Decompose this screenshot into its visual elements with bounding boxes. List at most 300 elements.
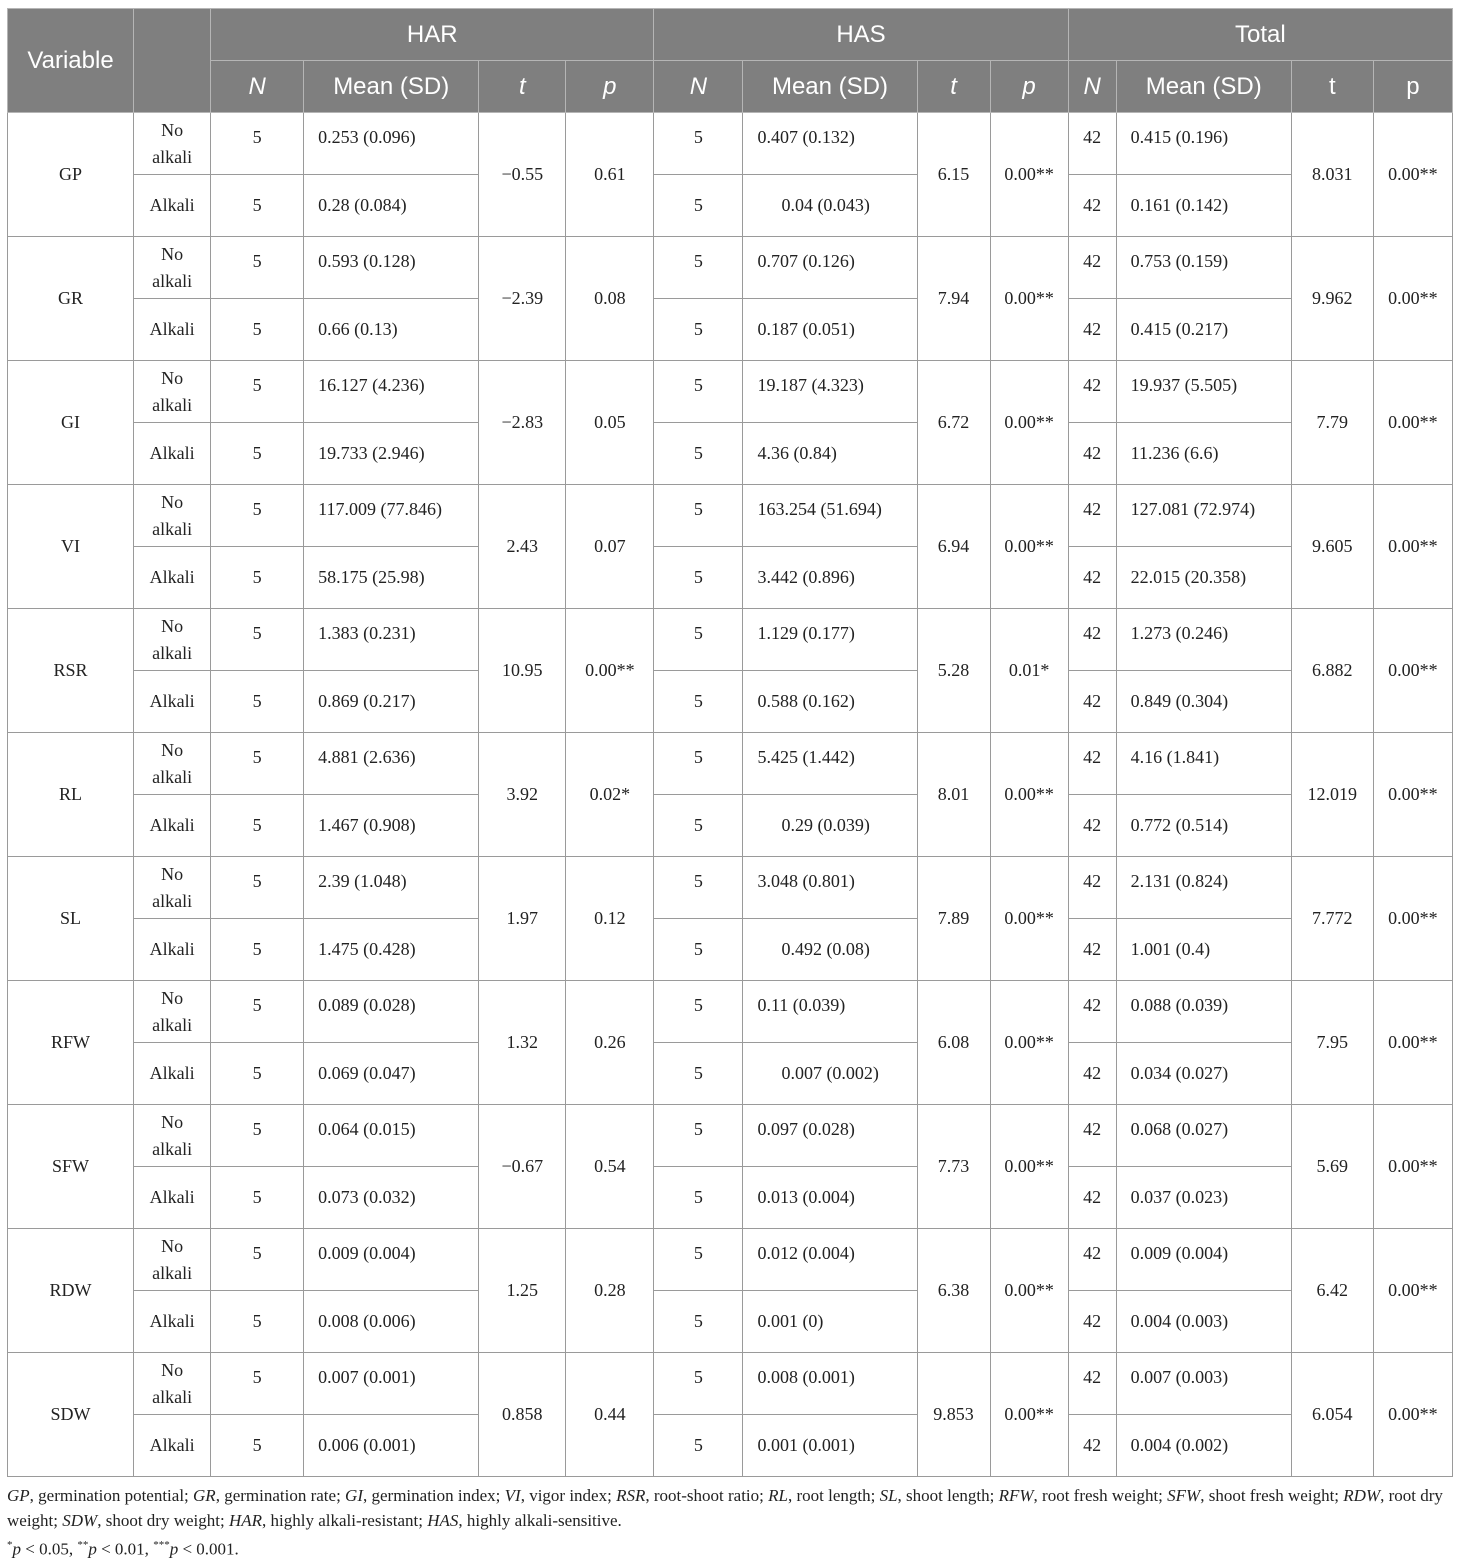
table-row — [8, 423, 1453, 485]
total-n-header: N — [1068, 61, 1116, 113]
has-n-cell: 5 — [654, 1353, 743, 1415]
footnote-definition: , vigor index; — [520, 1486, 617, 1505]
variable-cell: SDW — [8, 1353, 134, 1477]
has-t-cell: 6.15 — [917, 113, 990, 237]
footnote-abbr: GP — [7, 1486, 30, 1505]
condition-cell: No alkali — [134, 733, 211, 795]
total-mean-cell: 11.236 (6.6) — [1116, 423, 1291, 485]
has-mean-cell: 19.187 (4.323) — [743, 361, 917, 423]
har-mean-cell: 0.009 (0.004) — [304, 1229, 479, 1291]
condition-cell: Alkali — [134, 919, 211, 981]
footnote-definition: , germination potential; — [29, 1486, 194, 1505]
har-n-cell: 5 — [211, 361, 304, 423]
condition-cell: Alkali — [134, 547, 211, 609]
condition-cell: No alkali — [134, 609, 211, 671]
total-t-cell: 8.031 — [1291, 113, 1373, 237]
har-n-cell: 5 — [211, 981, 304, 1043]
footnote-definition: , root dry weight; — [7, 1486, 1443, 1530]
has-n-cell: 5 — [654, 175, 743, 237]
table-row — [8, 1105, 1453, 1167]
variable-cell: RDW — [8, 1229, 134, 1353]
total-mean-cell: 0.034 (0.027) — [1116, 1043, 1291, 1105]
variable-header: Variable — [8, 9, 134, 113]
has-n-cell: 5 — [654, 1415, 743, 1477]
has-p-cell: 0.00** — [990, 113, 1068, 237]
table-header — [8, 9, 1453, 113]
har-mean-cell: 0.006 (0.001) — [304, 1415, 479, 1477]
has-p-cell: 0.00** — [990, 981, 1068, 1105]
footnote-abbr: SL — [879, 1486, 898, 1505]
har-n-cell: 5 — [211, 609, 304, 671]
total-n-cell: 42 — [1068, 1043, 1116, 1105]
has-n-cell: 5 — [654, 981, 743, 1043]
total-p-cell: 0.00** — [1373, 857, 1452, 981]
has-mean-cell: 0.492 (0.08) — [743, 919, 917, 981]
total-n-cell: 42 — [1068, 1291, 1116, 1353]
has-n-cell: 5 — [654, 299, 743, 361]
has-mean-cell: 0.187 (0.051) — [743, 299, 917, 361]
has-n-cell: 5 — [654, 1105, 743, 1167]
footnote-definition: , root fresh weight; — [1033, 1486, 1168, 1505]
significance-mark: * — [7, 1539, 13, 1551]
condition-header — [134, 9, 211, 113]
has-p-cell: 0.00** — [990, 1229, 1068, 1353]
total-n-cell: 42 — [1068, 299, 1116, 361]
has-p-cell: 0.00** — [990, 1105, 1068, 1229]
total-t-cell: 7.95 — [1291, 981, 1373, 1105]
significance-threshold: < 0.05, — [21, 1539, 78, 1559]
har-n-cell: 5 — [211, 237, 304, 299]
condition-cell: No alkali — [134, 113, 211, 175]
har-mean-cell: 2.39 (1.048) — [304, 857, 479, 919]
har-t-cell: −2.39 — [479, 237, 566, 361]
condition-cell: Alkali — [134, 1167, 211, 1229]
har-mean-cell: 0.008 (0.006) — [304, 1291, 479, 1353]
table-row — [8, 1291, 1453, 1353]
variable-cell: GP — [8, 113, 134, 237]
significance-note — [7, 1533, 1453, 1562]
total-p-cell: 0.00** — [1373, 1105, 1452, 1229]
total-t-cell: 7.772 — [1291, 857, 1373, 981]
total-n-cell: 42 — [1068, 113, 1116, 175]
har-p-cell: 0.00** — [566, 609, 654, 733]
footnote-abbr: RFW — [998, 1486, 1034, 1505]
p-symbol: p — [12, 1539, 21, 1559]
har-mean-cell: 4.881 (2.636) — [304, 733, 479, 795]
has-mean-cell: 0.407 (0.132) — [743, 113, 917, 175]
har-n-cell: 5 — [211, 1229, 304, 1291]
total-mean-header: Mean (SD) — [1116, 61, 1291, 113]
har-n-header: N — [211, 61, 304, 113]
significance-threshold: < 0.001. — [178, 1539, 239, 1559]
total-mean-cell: 0.037 (0.023) — [1116, 1167, 1291, 1229]
has-n-cell: 5 — [654, 919, 743, 981]
condition-cell: Alkali — [134, 175, 211, 237]
has-p-cell: 0.00** — [990, 733, 1068, 857]
table-body — [8, 113, 1453, 1477]
har-n-cell: 5 — [211, 733, 304, 795]
has-n-cell: 5 — [654, 1229, 743, 1291]
har-mean-cell: 0.089 (0.028) — [304, 981, 479, 1043]
har-t-cell: 10.95 — [479, 609, 566, 733]
total-mean-cell: 0.415 (0.217) — [1116, 299, 1291, 361]
total-mean-cell: 0.772 (0.514) — [1116, 795, 1291, 857]
has-p-cell: 0.00** — [990, 485, 1068, 609]
total-mean-cell: 2.131 (0.824) — [1116, 857, 1291, 919]
total-t-header: t — [1291, 61, 1373, 113]
har-n-cell: 5 — [211, 423, 304, 485]
total-mean-cell: 19.937 (5.505) — [1116, 361, 1291, 423]
has-n-cell: 5 — [654, 485, 743, 547]
has-n-cell: 5 — [654, 1167, 743, 1229]
har-mean-cell: 0.593 (0.128) — [304, 237, 479, 299]
har-mean-cell: 1.383 (0.231) — [304, 609, 479, 671]
has-mean-cell: 0.001 (0.001) — [743, 1415, 917, 1477]
has-mean-cell: 0.707 (0.126) — [743, 237, 917, 299]
total-t-cell: 9.605 — [1291, 485, 1373, 609]
condition-cell: No alkali — [134, 857, 211, 919]
total-group-header: Total — [1068, 9, 1452, 61]
table-row — [8, 485, 1453, 547]
har-p-cell: 0.12 — [566, 857, 654, 981]
condition-cell: Alkali — [134, 423, 211, 485]
has-mean-cell: 0.29 (0.039) — [743, 795, 917, 857]
has-t-cell: 7.94 — [917, 237, 990, 361]
total-t-cell: 6.42 — [1291, 1229, 1373, 1353]
total-p-header: p — [1373, 61, 1452, 113]
has-mean-cell: 0.588 (0.162) — [743, 671, 917, 733]
har-t-cell: 1.32 — [479, 981, 566, 1105]
har-t-cell: 1.97 — [479, 857, 566, 981]
has-t-header: t — [917, 61, 990, 113]
condition-cell: Alkali — [134, 795, 211, 857]
total-t-cell: 6.054 — [1291, 1353, 1373, 1477]
total-n-cell: 42 — [1068, 237, 1116, 299]
har-t-cell: −2.83 — [479, 361, 566, 485]
has-n-cell: 5 — [654, 113, 743, 175]
har-mean-cell: 117.009 (77.846) — [304, 485, 479, 547]
has-t-cell: 6.72 — [917, 361, 990, 485]
total-mean-cell: 1.273 (0.246) — [1116, 609, 1291, 671]
table-row — [8, 795, 1453, 857]
footnote-abbr: GI — [345, 1486, 363, 1505]
har-mean-cell: 0.253 (0.096) — [304, 113, 479, 175]
total-n-cell: 42 — [1068, 361, 1116, 423]
total-n-cell: 42 — [1068, 423, 1116, 485]
table-row — [8, 1167, 1453, 1229]
p-symbol: p — [169, 1539, 179, 1559]
total-p-cell: 0.00** — [1373, 361, 1452, 485]
abbreviation-note — [7, 1483, 1453, 1533]
has-mean-header: Mean (SD) — [743, 61, 917, 113]
table-footnotes — [7, 1483, 1453, 1562]
table-row — [8, 237, 1453, 299]
total-n-cell: 42 — [1068, 1167, 1116, 1229]
footnote-definition: , shoot length; — [897, 1486, 999, 1505]
variable-cell: RL — [8, 733, 134, 857]
har-group-header: HAR — [211, 9, 654, 61]
har-n-cell: 5 — [211, 299, 304, 361]
has-n-cell: 5 — [654, 423, 743, 485]
table-row — [8, 547, 1453, 609]
total-n-cell: 42 — [1068, 547, 1116, 609]
has-mean-cell: 1.129 (0.177) — [743, 609, 917, 671]
har-t-cell: −0.55 — [479, 113, 566, 237]
har-n-cell: 5 — [211, 671, 304, 733]
table-row — [8, 609, 1453, 671]
har-n-cell: 5 — [211, 113, 304, 175]
has-n-header: N — [654, 61, 743, 113]
har-mean-cell: 19.733 (2.946) — [304, 423, 479, 485]
variable-cell: RFW — [8, 981, 134, 1105]
has-n-cell: 5 — [654, 547, 743, 609]
has-p-cell: 0.00** — [990, 237, 1068, 361]
har-n-cell: 5 — [211, 1167, 304, 1229]
total-mean-cell: 0.849 (0.304) — [1116, 671, 1291, 733]
table-row — [8, 733, 1453, 795]
total-mean-cell: 0.161 (0.142) — [1116, 175, 1291, 237]
has-n-cell: 5 — [654, 795, 743, 857]
has-mean-cell: 3.048 (0.801) — [743, 857, 917, 919]
condition-cell: Alkali — [134, 299, 211, 361]
har-p-cell: 0.28 — [566, 1229, 654, 1353]
table-row — [8, 1415, 1453, 1477]
table-row — [8, 361, 1453, 423]
har-mean-cell: 16.127 (4.236) — [304, 361, 479, 423]
har-p-cell: 0.54 — [566, 1105, 654, 1229]
has-mean-cell: 0.097 (0.028) — [743, 1105, 917, 1167]
har-n-cell: 5 — [211, 795, 304, 857]
condition-cell: No alkali — [134, 485, 211, 547]
has-mean-cell: 5.425 (1.442) — [743, 733, 917, 795]
har-mean-cell: 1.475 (0.428) — [304, 919, 479, 981]
har-t-header: t — [479, 61, 566, 113]
has-t-cell: 6.94 — [917, 485, 990, 609]
total-mean-cell: 4.16 (1.841) — [1116, 733, 1291, 795]
footnote-abbr: SFW — [1167, 1486, 1201, 1505]
table-row — [8, 857, 1453, 919]
table-row — [8, 113, 1453, 175]
footnote-abbr: VI — [504, 1486, 521, 1505]
has-p-header: p — [990, 61, 1068, 113]
has-mean-cell: 0.04 (0.043) — [743, 175, 917, 237]
har-p-header: p — [566, 61, 654, 113]
har-mean-cell: 0.007 (0.001) — [304, 1353, 479, 1415]
has-mean-cell: 0.007 (0.002) — [743, 1043, 917, 1105]
table-row — [8, 919, 1453, 981]
har-n-cell: 5 — [211, 485, 304, 547]
total-p-cell: 0.00** — [1373, 485, 1452, 609]
total-mean-cell: 0.088 (0.039) — [1116, 981, 1291, 1043]
har-t-cell: 2.43 — [479, 485, 566, 609]
has-n-cell: 5 — [654, 237, 743, 299]
has-mean-cell: 0.008 (0.001) — [743, 1353, 917, 1415]
har-p-cell: 0.44 — [566, 1353, 654, 1477]
variable-cell: SL — [8, 857, 134, 981]
footnote-abbr: GR — [193, 1486, 216, 1505]
statistics-table — [7, 8, 1453, 1477]
total-p-cell: 0.00** — [1373, 1229, 1452, 1353]
condition-cell: Alkali — [134, 1291, 211, 1353]
has-n-cell: 5 — [654, 857, 743, 919]
has-mean-cell: 0.013 (0.004) — [743, 1167, 917, 1229]
table-row — [8, 981, 1453, 1043]
footnote-definition: , highly alkali-resistant; — [262, 1511, 428, 1530]
has-n-cell: 5 — [654, 733, 743, 795]
has-p-cell: 0.01* — [990, 609, 1068, 733]
total-n-cell: 42 — [1068, 485, 1116, 547]
har-mean-cell: 0.069 (0.047) — [304, 1043, 479, 1105]
has-mean-cell: 3.442 (0.896) — [743, 547, 917, 609]
total-mean-cell: 1.001 (0.4) — [1116, 919, 1291, 981]
has-t-cell: 7.89 — [917, 857, 990, 981]
total-p-cell: 0.00** — [1373, 733, 1452, 857]
har-p-cell: 0.02* — [566, 733, 654, 857]
har-t-cell: 1.25 — [479, 1229, 566, 1353]
footnote-abbr: HAR — [228, 1511, 262, 1530]
total-mean-cell: 22.015 (20.358) — [1116, 547, 1291, 609]
har-n-cell: 5 — [211, 547, 304, 609]
significance-mark: ** — [77, 1539, 89, 1551]
variable-cell: GI — [8, 361, 134, 485]
footnote-definition: , root-shoot ratio; — [645, 1486, 769, 1505]
has-mean-cell: 0.012 (0.004) — [743, 1229, 917, 1291]
footnote-definition: , shoot fresh weight; — [1200, 1486, 1344, 1505]
condition-cell: No alkali — [134, 1353, 211, 1415]
har-n-cell: 5 — [211, 857, 304, 919]
table-row — [8, 1229, 1453, 1291]
total-p-cell: 0.00** — [1373, 981, 1452, 1105]
har-p-cell: 0.07 — [566, 485, 654, 609]
variable-cell: RSR — [8, 609, 134, 733]
har-n-cell: 5 — [211, 1043, 304, 1105]
total-mean-cell: 0.753 (0.159) — [1116, 237, 1291, 299]
har-mean-cell: 0.073 (0.032) — [304, 1167, 479, 1229]
has-mean-cell: 0.11 (0.039) — [743, 981, 917, 1043]
table-row — [8, 671, 1453, 733]
total-t-cell: 6.882 — [1291, 609, 1373, 733]
has-n-cell: 5 — [654, 671, 743, 733]
has-t-cell: 8.01 — [917, 733, 990, 857]
har-p-cell: 0.05 — [566, 361, 654, 485]
has-n-cell: 5 — [654, 1043, 743, 1105]
har-n-cell: 5 — [211, 175, 304, 237]
total-mean-cell: 0.004 (0.003) — [1116, 1291, 1291, 1353]
har-n-cell: 5 — [211, 1415, 304, 1477]
total-n-cell: 42 — [1068, 1415, 1116, 1477]
footnote-definition: , germination index; — [363, 1486, 505, 1505]
variable-cell: GR — [8, 237, 134, 361]
p-symbol: p — [88, 1539, 97, 1559]
total-t-cell: 12.019 — [1291, 733, 1373, 857]
footnote-abbr: RSR — [616, 1486, 646, 1505]
condition-cell: No alkali — [134, 981, 211, 1043]
has-t-cell: 6.08 — [917, 981, 990, 1105]
har-n-cell: 5 — [211, 919, 304, 981]
har-mean-cell: 0.66 (0.13) — [304, 299, 479, 361]
has-mean-cell: 163.254 (51.694) — [743, 485, 917, 547]
has-n-cell: 5 — [654, 361, 743, 423]
total-n-cell: 42 — [1068, 1105, 1116, 1167]
significance-mark: *** — [153, 1539, 170, 1551]
table-row — [8, 299, 1453, 361]
har-n-cell: 5 — [211, 1291, 304, 1353]
has-mean-cell: 4.36 (0.84) — [743, 423, 917, 485]
total-mean-cell: 0.007 (0.003) — [1116, 1353, 1291, 1415]
condition-cell: No alkali — [134, 361, 211, 423]
footnote-abbr: RDW — [1343, 1486, 1381, 1505]
has-t-cell: 7.73 — [917, 1105, 990, 1229]
har-t-cell: 3.92 — [479, 733, 566, 857]
total-n-cell: 42 — [1068, 1353, 1116, 1415]
total-p-cell: 0.00** — [1373, 113, 1452, 237]
total-n-cell: 42 — [1068, 609, 1116, 671]
has-t-cell: 9.853 — [917, 1353, 990, 1477]
total-n-cell: 42 — [1068, 981, 1116, 1043]
condition-cell: Alkali — [134, 671, 211, 733]
har-mean-cell: 1.467 (0.908) — [304, 795, 479, 857]
has-group-header: HAS — [654, 9, 1068, 61]
has-n-cell: 5 — [654, 609, 743, 671]
total-mean-cell: 0.004 (0.002) — [1116, 1415, 1291, 1477]
significance-threshold: < 0.01, — [96, 1539, 154, 1559]
total-n-cell: 42 — [1068, 671, 1116, 733]
table-container — [7, 8, 1453, 1562]
condition-cell: Alkali — [134, 1415, 211, 1477]
has-n-cell: 5 — [654, 1291, 743, 1353]
har-t-cell: 0.858 — [479, 1353, 566, 1477]
has-p-cell: 0.00** — [990, 857, 1068, 981]
total-n-cell: 42 — [1068, 175, 1116, 237]
total-n-cell: 42 — [1068, 1229, 1116, 1291]
footnote-abbr: SDW — [62, 1511, 98, 1530]
har-p-cell: 0.61 — [566, 113, 654, 237]
har-mean-cell: 58.175 (25.98) — [304, 547, 479, 609]
total-p-cell: 0.00** — [1373, 237, 1452, 361]
total-t-cell: 9.962 — [1291, 237, 1373, 361]
har-mean-header: Mean (SD) — [304, 61, 479, 113]
table-row — [8, 1043, 1453, 1105]
total-n-cell: 42 — [1068, 857, 1116, 919]
has-t-cell: 5.28 — [917, 609, 990, 733]
har-n-cell: 5 — [211, 1105, 304, 1167]
condition-cell: Alkali — [134, 1043, 211, 1105]
total-p-cell: 0.00** — [1373, 609, 1452, 733]
footnote-definition: , shoot dry weight; — [97, 1511, 229, 1530]
has-mean-cell: 0.001 (0) — [743, 1291, 917, 1353]
har-n-cell: 5 — [211, 1353, 304, 1415]
har-p-cell: 0.08 — [566, 237, 654, 361]
total-mean-cell: 0.009 (0.004) — [1116, 1229, 1291, 1291]
total-n-cell: 42 — [1068, 919, 1116, 981]
condition-cell: No alkali — [134, 237, 211, 299]
table-row — [8, 175, 1453, 237]
har-p-cell: 0.26 — [566, 981, 654, 1105]
har-mean-cell: 0.28 (0.084) — [304, 175, 479, 237]
variable-cell: VI — [8, 485, 134, 609]
footnote-definition: , root length; — [787, 1486, 880, 1505]
total-n-cell: 42 — [1068, 795, 1116, 857]
condition-cell: No alkali — [134, 1105, 211, 1167]
footnote-abbr: HAS — [427, 1511, 459, 1530]
total-t-cell: 5.69 — [1291, 1105, 1373, 1229]
has-p-cell: 0.00** — [990, 361, 1068, 485]
total-t-cell: 7.79 — [1291, 361, 1373, 485]
total-mean-cell: 0.415 (0.196) — [1116, 113, 1291, 175]
variable-cell: SFW — [8, 1105, 134, 1229]
condition-cell: No alkali — [134, 1229, 211, 1291]
har-mean-cell: 0.064 (0.015) — [304, 1105, 479, 1167]
